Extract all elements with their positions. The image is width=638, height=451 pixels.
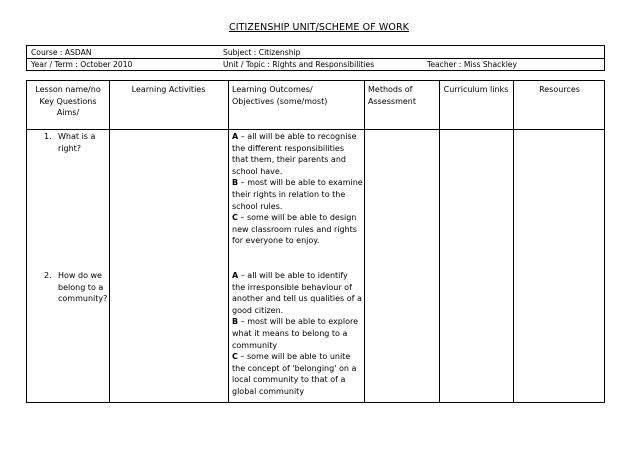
subject-label: Subject : Citizenship <box>223 48 301 57</box>
lesson-2-outcomes: A – all will be able to identify the irresponsible behaviour of another and tell us qualities of a good citizen. B – most will be able to explore what it means to belong to a community C – some will be able to unite the concept of 'belonging' on a local community to that of a global community <box>232 270 364 398</box>
header-methods: Methods of Assessment <box>368 85 416 106</box>
column-divider <box>109 81 110 402</box>
document-title: CITIZENSHIP UNIT/SCHEME OF WORK <box>228 22 410 33</box>
column-divider <box>513 81 514 402</box>
course-label: Course : ASDAN <box>31 48 92 57</box>
teacher-label: Teacher : Miss Shackley <box>427 60 517 69</box>
outcome-a: A – all will be able to recognise <box>232 132 357 141</box>
lesson-1-outcomes: A – all will be able to recognise the different responsibilities that them, their parents and school have. B – most will be able to examine their rights in relation to the school rules. C – some will be able to design new classroom rules and rights for everyone to enjoy. <box>232 132 363 246</box>
outcome-a: A – all will be able to identify <box>232 271 348 280</box>
outcome-c: C – some will be able to design <box>232 213 357 223</box>
header-lesson: Lesson name/no Key Questions Aims/ <box>35 85 101 118</box>
header-resources: Resources <box>539 85 580 94</box>
course-info-table <box>26 45 605 71</box>
header-outcomes: Learning Outcomes/ Objectives (some/most) <box>232 85 328 106</box>
column-divider <box>439 81 440 402</box>
outcome-c: C – some will be able to unite <box>232 352 351 362</box>
column-divider <box>364 81 365 402</box>
outcome-b: B – most will be able to explore <box>232 317 359 327</box>
year-term-label: Year / Term : October 2010 <box>31 60 133 69</box>
scheme-of-work-table: Lesson name/no Key Questions Aims/ Learning Activities Learning Outcomes/ Objectives (some/most) Methods of Assessment Curriculum links Resources 1. What is a right? A – all will be able to recognise the different responsibilities that them, their parents and school have. B – most will be able to examine their rights in relation to the school rules. C – some will be able to design new classroom rules and rights for everyone to enjoy. 2. How do we belong to a community? A – all will be able to identify the irresponsible behaviour of another and tell us qualities of a good citizen. B – most will be able to explore what it means to belong to a community C – some will be able to unite the concept of 'belonging' on a local community to that of a global community <box>26 80 605 403</box>
outcome-b: B – most will be able to examine <box>232 178 363 188</box>
column-divider <box>228 81 229 402</box>
header-divider <box>27 129 604 130</box>
info-row-2 <box>27 58 604 70</box>
header-curriculum: Curriculum links <box>443 85 509 94</box>
unit-topic-label: Unit / Topic : Rights and Responsibilities <box>223 60 375 69</box>
header-activities: Learning Activities <box>131 85 206 94</box>
